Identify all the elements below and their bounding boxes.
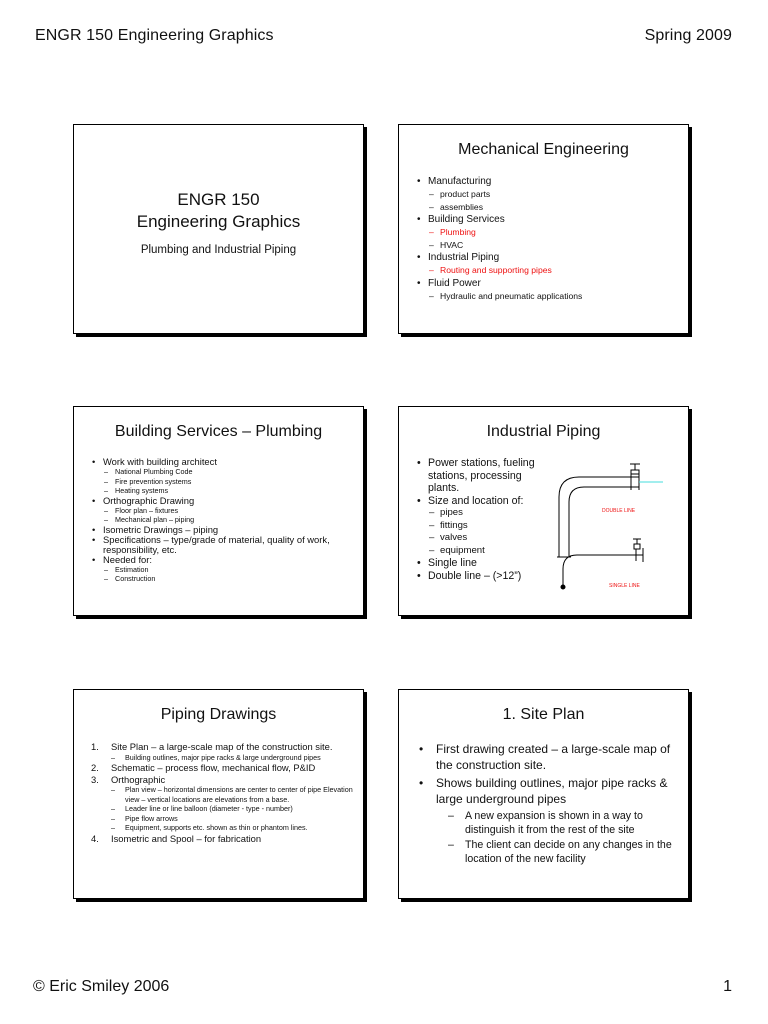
slide-heading: Piping Drawings [160, 706, 277, 723]
sub-item: – product parts [414, 188, 678, 201]
pipe-drawing-illustration [539, 447, 679, 597]
slide-heading: 1. Site Plan [502, 706, 585, 723]
page-header-term: Spring 2009 [644, 27, 732, 44]
slide-site-plan [398, 689, 689, 899]
bullet-item: • Needed for: [89, 555, 353, 565]
sub-item: – Building outlines, major pipe racks & large underground pipes [91, 753, 355, 763]
item-text: Orthographic [111, 773, 166, 785]
bullet-list [89, 457, 353, 584]
sub-item: – Mechanical plan – piping [89, 515, 353, 525]
sub-item: – Fire prevention systems [89, 477, 353, 487]
slide-heading: Industrial Piping [486, 423, 601, 440]
slide-title [73, 124, 364, 334]
slide-piping-drawings [73, 689, 364, 899]
bullet-item: • Size and location of: [414, 495, 554, 508]
bullet-item: • Orthographic Drawing [89, 496, 353, 506]
numbered-item [91, 833, 355, 845]
item-number: 2. [91, 762, 99, 773]
numbered-item [91, 774, 355, 786]
sub-item: – Heating systems [89, 486, 353, 496]
sub-item: – Plan view – horizontal dimensions are center to center of pipe Elevation view – vertical locations are elevations from a base. [91, 785, 355, 804]
item-text: Site Plan – a large-scale map of the construction site. [111, 741, 333, 752]
sub-item: – Construction [89, 574, 353, 584]
page-header-course: ENGR 150 Engineering Graphics [35, 27, 274, 44]
numbered-item [91, 741, 355, 753]
sub-item: – pipes [414, 507, 554, 520]
bullet-item: • Specifications – type/grade of material, quality of work, responsibility, etc. [89, 535, 353, 555]
page-footer-copyright: © Eric Smiley 2006 [33, 978, 170, 995]
sub-item: – valves [414, 532, 554, 545]
bullet-item: • Power stations, fueling stations, processing plants. [414, 457, 554, 495]
sub-item: – The client can decide on any changes in the location of the new facility [414, 839, 680, 866]
sub-item: – A new expansion is shown in a way to distinguish it from the rest of the site [414, 810, 680, 837]
sub-item: – equipment [414, 545, 554, 558]
item-number: 3. [91, 773, 99, 785]
bullet-item: • Industrial Piping [414, 251, 678, 264]
sub-item: – assemblies [414, 201, 678, 214]
bullet-item: • Shows building outlines, major pipe racks & large underground pipes [414, 776, 680, 807]
sub-item: – Estimation [89, 565, 353, 575]
sub-item: – Equipment, supports etc. shown as thin or phantom lines. [91, 823, 355, 833]
bullet-list [414, 742, 680, 868]
slide-building-services [73, 406, 364, 616]
slide-title-line-2: Engineering Graphics [136, 212, 301, 231]
sub-item: – HVAC [414, 239, 678, 252]
bullet-item: • Fluid Power [414, 277, 678, 290]
item-number: 1. [91, 741, 99, 752]
bullet-item: • Double line – (>12”) [414, 570, 554, 583]
slide-title-line-1: ENGR 150 [177, 190, 260, 209]
sub-item: – fittings [414, 520, 554, 533]
sub-item: – Pipe flow arrows [91, 814, 355, 824]
slide-industrial-piping [398, 406, 689, 616]
numbered-item [91, 762, 355, 774]
slide-subtitle: Plumbing and Industrial Piping [140, 244, 297, 256]
single-line-label: SINGLE LINE [609, 583, 640, 589]
item-number: 4. [91, 832, 99, 844]
sub-item: – Hydraulic and pneumatic applications [414, 290, 678, 303]
sub-item-highlighted: – Plumbing [414, 226, 678, 239]
slide-heading: Building Services – Plumbing [114, 423, 323, 440]
sub-item: – National Plumbing Code [89, 467, 353, 477]
bullet-item: • First drawing created – a large-scale map of the construction site. [414, 742, 680, 773]
title-block [74, 189, 363, 256]
item-text: Isometric and Spool – for fabrication [111, 832, 262, 844]
bullet-item: • Single line [414, 557, 554, 570]
sub-item: – Leader line or line balloon (diameter - type - number) [91, 804, 355, 814]
bullet-list [414, 457, 554, 582]
item-text: Schematic – process flow, mechanical flow, P&ID [111, 762, 316, 773]
bullet-list [414, 175, 678, 302]
single-line-pipe [561, 539, 643, 589]
double-line-label: DOUBLE LINE [602, 508, 636, 514]
sub-item-highlighted: – Routing and supporting pipes [414, 264, 678, 277]
sub-item: – Floor plan – fixtures [89, 506, 353, 516]
slide-mechanical-engineering [398, 124, 689, 334]
bullet-item: • Isometric Drawings – piping [89, 525, 353, 535]
slide-heading: Mechanical Engineering [458, 141, 629, 158]
bullet-item: • Manufacturing [414, 175, 678, 188]
page-number: 1 [723, 978, 732, 995]
bullet-item: • Building Services [414, 213, 678, 226]
numbered-list [91, 741, 355, 844]
bullet-item: • Work with building architect [89, 457, 353, 467]
